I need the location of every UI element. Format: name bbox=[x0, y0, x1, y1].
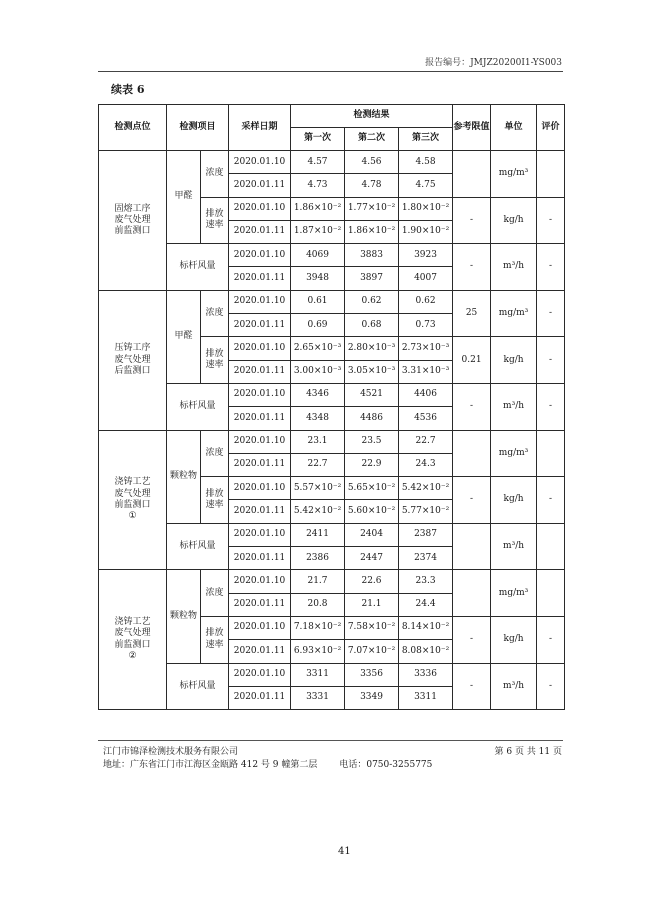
sample-date: 2020.01.11 bbox=[229, 593, 291, 616]
evaluation-cell: - bbox=[537, 244, 565, 291]
reference-limit bbox=[453, 151, 491, 198]
result-third: 2374 bbox=[399, 547, 453, 570]
table-row bbox=[99, 151, 565, 174]
result-third: 1.90×10⁻² bbox=[399, 220, 453, 243]
location-cell bbox=[99, 570, 167, 710]
result-first: 22.7 bbox=[291, 453, 345, 476]
result-third: 24.4 bbox=[399, 593, 453, 616]
result-third: 2.73×10⁻³ bbox=[399, 337, 453, 360]
header-ref: 参考限值 bbox=[453, 105, 491, 151]
result-third: 22.7 bbox=[399, 430, 453, 453]
sample-date: 2020.01.10 bbox=[229, 570, 291, 593]
result-second: 3349 bbox=[345, 686, 399, 709]
param-label-line: 速率 bbox=[205, 499, 224, 510]
param-label: 浓度 bbox=[201, 430, 229, 477]
result-second: 22.6 bbox=[345, 570, 399, 593]
location-line: 废气处理 bbox=[114, 354, 151, 365]
result-first: 0.69 bbox=[291, 314, 345, 337]
header-second: 第二次 bbox=[345, 128, 399, 151]
result-second: 2.80×10⁻³ bbox=[345, 337, 399, 360]
sample-date: 2020.01.11 bbox=[229, 453, 291, 476]
param-label-line: 排放 bbox=[205, 209, 224, 220]
header-first: 第一次 bbox=[291, 128, 345, 151]
result-third: 2387 bbox=[399, 523, 453, 546]
result-third: 4.75 bbox=[399, 174, 453, 197]
page-number: 41 bbox=[338, 846, 351, 857]
result-first: 3331 bbox=[291, 686, 345, 709]
location-line: 废气处理 bbox=[114, 488, 151, 499]
sample-date: 2020.01.11 bbox=[229, 640, 291, 663]
footer-divider bbox=[98, 740, 563, 741]
unit-cell: m³/h bbox=[491, 244, 537, 291]
result-first: 23.1 bbox=[291, 430, 345, 453]
unit-cell: m³/h bbox=[491, 383, 537, 430]
reference-limit bbox=[453, 430, 491, 477]
company-address bbox=[103, 757, 432, 770]
reference-limit bbox=[453, 570, 491, 617]
result-first: 1.87×10⁻² bbox=[291, 220, 345, 243]
result-first: 6.93×10⁻² bbox=[291, 640, 345, 663]
table-row bbox=[99, 290, 565, 313]
evaluation-cell bbox=[537, 570, 565, 617]
result-first: 4348 bbox=[291, 407, 345, 430]
result-second: 3356 bbox=[345, 663, 399, 686]
flow-label: 标杆风量 bbox=[167, 383, 229, 430]
result-third: 8.14×10⁻² bbox=[399, 616, 453, 639]
result-second: 2404 bbox=[345, 523, 399, 546]
param-label bbox=[201, 616, 229, 663]
table-row bbox=[99, 383, 565, 406]
result-third: 0.73 bbox=[399, 314, 453, 337]
result-first: 3948 bbox=[291, 267, 345, 290]
header-third: 第三次 bbox=[399, 128, 453, 151]
reference-limit: - bbox=[453, 663, 491, 710]
table-row bbox=[99, 663, 565, 686]
result-first: 4069 bbox=[291, 244, 345, 267]
location-line: 前监测口 bbox=[114, 226, 151, 237]
evaluation-cell bbox=[537, 430, 565, 477]
result-second: 4.78 bbox=[345, 174, 399, 197]
unit-cell: m³/h bbox=[491, 663, 537, 710]
evaluation-cell: - bbox=[537, 290, 565, 337]
evaluation-cell bbox=[537, 151, 565, 198]
result-third: 4007 bbox=[399, 267, 453, 290]
sample-date: 2020.01.10 bbox=[229, 244, 291, 267]
result-second: 0.62 bbox=[345, 290, 399, 313]
result-second: 5.60×10⁻² bbox=[345, 500, 399, 523]
sample-date: 2020.01.11 bbox=[229, 360, 291, 383]
evaluation-cell: - bbox=[537, 383, 565, 430]
sample-date: 2020.01.10 bbox=[229, 197, 291, 220]
result-second: 22.9 bbox=[345, 453, 399, 476]
result-third: 23.3 bbox=[399, 570, 453, 593]
reference-limit: 25 bbox=[453, 290, 491, 337]
unit-cell: kg/h bbox=[491, 337, 537, 384]
result-second: 2447 bbox=[345, 547, 399, 570]
result-first: 4.73 bbox=[291, 174, 345, 197]
evaluation-cell: - bbox=[537, 663, 565, 710]
result-first: 20.8 bbox=[291, 593, 345, 616]
unit-cell: mg/m³ bbox=[491, 151, 537, 198]
page-of-total: 第 6 页 共 11 页 bbox=[494, 747, 562, 757]
unit-cell: mg/m³ bbox=[491, 430, 537, 477]
pollutant-cell: 颗粒物 bbox=[167, 570, 201, 663]
result-first: 3311 bbox=[291, 663, 345, 686]
result-first: 4346 bbox=[291, 383, 345, 406]
company-name: 江门市锦泽检测技术服务有限公司 bbox=[103, 747, 239, 757]
unit-cell: kg/h bbox=[491, 477, 537, 524]
location-cell bbox=[99, 290, 167, 430]
result-second: 4521 bbox=[345, 383, 399, 406]
param-label: 浓度 bbox=[201, 151, 229, 198]
sample-date: 2020.01.10 bbox=[229, 290, 291, 313]
result-third: 5.77×10⁻² bbox=[399, 500, 453, 523]
report-number: 报告编号：JMJZ20200I1-YS003 bbox=[425, 58, 562, 68]
result-second: 21.1 bbox=[345, 593, 399, 616]
param-label: 浓度 bbox=[201, 570, 229, 617]
unit-cell: kg/h bbox=[491, 197, 537, 244]
result-third: 0.62 bbox=[399, 290, 453, 313]
result-second: 4486 bbox=[345, 407, 399, 430]
result-second: 5.65×10⁻² bbox=[345, 477, 399, 500]
location-line: 浇铸工艺 bbox=[114, 477, 151, 488]
result-third: 5.42×10⁻² bbox=[399, 477, 453, 500]
reference-limit: - bbox=[453, 197, 491, 244]
sample-date: 2020.01.11 bbox=[229, 407, 291, 430]
param-label bbox=[201, 477, 229, 524]
result-second: 3.05×10⁻³ bbox=[345, 360, 399, 383]
sample-date: 2020.01.11 bbox=[229, 686, 291, 709]
location-line: ② bbox=[128, 650, 137, 661]
pollutant-cell: 甲醛 bbox=[167, 290, 201, 383]
location-line: 固熔工序 bbox=[114, 203, 151, 214]
monitoring-results-table bbox=[98, 104, 565, 710]
reference-limit bbox=[453, 523, 491, 570]
result-second: 3897 bbox=[345, 267, 399, 290]
flow-label: 标杆风量 bbox=[167, 523, 229, 570]
result-second: 4.56 bbox=[345, 151, 399, 174]
sample-date: 2020.01.11 bbox=[229, 547, 291, 570]
param-label-line: 排放 bbox=[205, 628, 224, 639]
result-third: 4406 bbox=[399, 383, 453, 406]
param-label-line: 速率 bbox=[205, 360, 224, 371]
param-label-line: 排放 bbox=[205, 488, 224, 499]
evaluation-cell: - bbox=[537, 197, 565, 244]
result-third: 24.3 bbox=[399, 453, 453, 476]
unit-cell: mg/m³ bbox=[491, 290, 537, 337]
sample-date: 2020.01.10 bbox=[229, 430, 291, 453]
header-item: 检测项目 bbox=[167, 105, 229, 151]
evaluation-cell: - bbox=[537, 337, 565, 384]
location-line: 前监测口 bbox=[114, 499, 151, 510]
flow-label: 标杆风量 bbox=[167, 663, 229, 710]
result-first: 1.86×10⁻² bbox=[291, 197, 345, 220]
sample-date: 2020.01.10 bbox=[229, 151, 291, 174]
reference-limit: - bbox=[453, 383, 491, 430]
phone-text: 电话：0750-3255775 bbox=[339, 760, 433, 770]
pollutant-cell: 甲醛 bbox=[167, 151, 201, 244]
result-third: 1.80×10⁻² bbox=[399, 197, 453, 220]
location-line: ① bbox=[128, 511, 137, 522]
param-label-line: 排放 bbox=[205, 348, 224, 359]
sample-date: 2020.01.11 bbox=[229, 500, 291, 523]
result-second: 23.5 bbox=[345, 430, 399, 453]
table-row bbox=[99, 430, 565, 453]
result-first: 2.65×10⁻³ bbox=[291, 337, 345, 360]
header-eval: 评价 bbox=[537, 105, 565, 151]
param-label: 浓度 bbox=[201, 290, 229, 337]
location-cell bbox=[99, 430, 167, 570]
result-third: 3311 bbox=[399, 686, 453, 709]
sample-date: 2020.01.11 bbox=[229, 174, 291, 197]
header-divider bbox=[98, 71, 563, 72]
table-row bbox=[99, 570, 565, 593]
pollutant-cell: 颗粒物 bbox=[167, 430, 201, 523]
unit-cell: kg/h bbox=[491, 616, 537, 663]
table-title: 续表 6 bbox=[111, 83, 145, 96]
address-text: 地址：广东省江门市江海区金瓯路 412 号 9 幢第二层 bbox=[103, 760, 318, 770]
header-date: 采样日期 bbox=[229, 105, 291, 151]
header-location: 检测点位 bbox=[99, 105, 167, 151]
result-third: 4536 bbox=[399, 407, 453, 430]
unit-cell: m³/h bbox=[491, 523, 537, 570]
result-first: 2386 bbox=[291, 547, 345, 570]
location-cell bbox=[99, 151, 167, 291]
table-row bbox=[99, 244, 565, 267]
sample-date: 2020.01.10 bbox=[229, 383, 291, 406]
header-row bbox=[99, 105, 565, 128]
reference-limit: - bbox=[453, 616, 491, 663]
header-results: 检测结果 bbox=[291, 105, 453, 128]
sample-date: 2020.01.10 bbox=[229, 663, 291, 686]
result-third: 8.08×10⁻² bbox=[399, 640, 453, 663]
result-first: 21.7 bbox=[291, 570, 345, 593]
location-line: 废气处理 bbox=[114, 214, 151, 225]
result-second: 7.07×10⁻² bbox=[345, 640, 399, 663]
result-second: 0.68 bbox=[345, 314, 399, 337]
reference-limit: - bbox=[453, 477, 491, 524]
result-third: 3336 bbox=[399, 663, 453, 686]
evaluation-cell: - bbox=[537, 477, 565, 524]
param-label-line: 速率 bbox=[205, 220, 224, 231]
result-first: 3.00×10⁻³ bbox=[291, 360, 345, 383]
param-label bbox=[201, 337, 229, 384]
reference-limit: - bbox=[453, 244, 491, 291]
sample-date: 2020.01.10 bbox=[229, 523, 291, 546]
result-second: 1.86×10⁻² bbox=[345, 220, 399, 243]
table-row bbox=[99, 523, 565, 546]
location-line: 压铸工序 bbox=[114, 343, 151, 354]
sample-date: 2020.01.11 bbox=[229, 314, 291, 337]
result-first: 5.42×10⁻² bbox=[291, 500, 345, 523]
result-second: 3883 bbox=[345, 244, 399, 267]
result-first: 2411 bbox=[291, 523, 345, 546]
result-first: 5.57×10⁻² bbox=[291, 477, 345, 500]
result-first: 4.57 bbox=[291, 151, 345, 174]
evaluation-cell: - bbox=[537, 616, 565, 663]
result-first: 0.61 bbox=[291, 290, 345, 313]
location-line: 后监测口 bbox=[114, 365, 151, 376]
evaluation-cell bbox=[537, 523, 565, 570]
location-line: 浇铸工艺 bbox=[114, 617, 151, 628]
sample-date: 2020.01.11 bbox=[229, 220, 291, 243]
sample-date: 2020.01.11 bbox=[229, 267, 291, 290]
reference-limit: 0.21 bbox=[453, 337, 491, 384]
result-third: 3923 bbox=[399, 244, 453, 267]
result-third: 4.58 bbox=[399, 151, 453, 174]
param-label-line: 速率 bbox=[205, 639, 224, 650]
result-second: 7.58×10⁻² bbox=[345, 616, 399, 639]
param-label bbox=[201, 197, 229, 244]
sample-date: 2020.01.10 bbox=[229, 337, 291, 360]
result-third: 3.31×10⁻³ bbox=[399, 360, 453, 383]
location-line: 前监测口 bbox=[114, 639, 151, 650]
result-second: 1.77×10⁻² bbox=[345, 197, 399, 220]
result-first: 7.18×10⁻² bbox=[291, 616, 345, 639]
sample-date: 2020.01.10 bbox=[229, 616, 291, 639]
flow-label: 标杆风量 bbox=[167, 244, 229, 291]
location-line: 废气处理 bbox=[114, 628, 151, 639]
unit-cell: mg/m³ bbox=[491, 570, 537, 617]
sample-date: 2020.01.10 bbox=[229, 477, 291, 500]
header-unit: 单位 bbox=[491, 105, 537, 151]
